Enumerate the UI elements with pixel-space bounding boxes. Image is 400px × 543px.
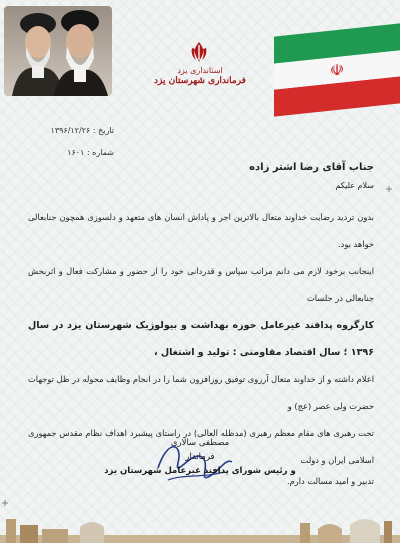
registration-mark-icon	[386, 186, 392, 192]
paragraph-line: بدون تردید رضایت خداوند متعال بالاترین اجر و پاداش انسان های متعهد و دلسوزی همچون جنابعالی خواهد بود.	[28, 212, 374, 249]
org-line-2: فرمانداری شهرستان یزد	[154, 76, 246, 86]
closing-line: تدبیر و امید مسالت دارم.	[286, 476, 374, 486]
greeting: سلام علیکم	[335, 181, 374, 190]
signature-block	[50, 438, 350, 476]
signer-body: و رئیس شورای پدافند غیرعامل شهرستان یزد	[104, 466, 296, 476]
paragraph-line: اعلام داشته و از خداوند متعال آرزوی توفیق روزافزون شما را در انجام وظایف محوله در ظل توجهات حضرت ولی عصر (عج) و	[28, 374, 374, 411]
recipient: جناب آقای رضا اشتر زاده	[249, 162, 374, 173]
paragraph-line-highlight	[28, 312, 374, 366]
iran-emblem-icon	[187, 40, 211, 64]
org-line-1: استانداری یزد	[177, 66, 223, 75]
number-row	[34, 142, 114, 164]
portraits-image	[4, 6, 112, 96]
organization-name	[150, 66, 250, 86]
footer-skyline-image	[0, 513, 400, 543]
signer-name: مصطفی سالاری	[170, 438, 230, 448]
flag-emblem-icon: ☫	[329, 59, 345, 81]
paragraph-line: اینجانب برخود لازم می دانم مراتب سپاس و قدردانی خود را از حضور و مشارکت فعال و اثربخش جنابعالی در جلسات	[28, 266, 374, 303]
number-label: شماره :	[86, 148, 114, 157]
date-value: ۱۳۹۶/۱۲/۲۶	[50, 126, 91, 135]
number-value: ۱۶۰۱	[67, 148, 85, 157]
iran-flag-image	[274, 23, 400, 116]
date-row	[34, 120, 114, 142]
letter-references	[34, 120, 114, 164]
registration-mark-icon	[2, 500, 8, 506]
highlight-text: کارگروه پدافند غیرعامل حوزه بهداشت و بیولوژیک شهرستان یزد در سال ۱۳۹۶ ؛ سال اقتصاد مقاومتی : تولید و اشتغال ،	[28, 320, 374, 358]
paragraph-line: تحت رهبری های مقام معظم رهبری (مدظله العالی) در راستای پیشبرد اهداف نظام مقدس جمهوری اسلامی ایران و دولت	[28, 428, 374, 465]
date-label: تاریخ :	[92, 126, 114, 135]
signer-title: فرماندار	[185, 452, 215, 462]
